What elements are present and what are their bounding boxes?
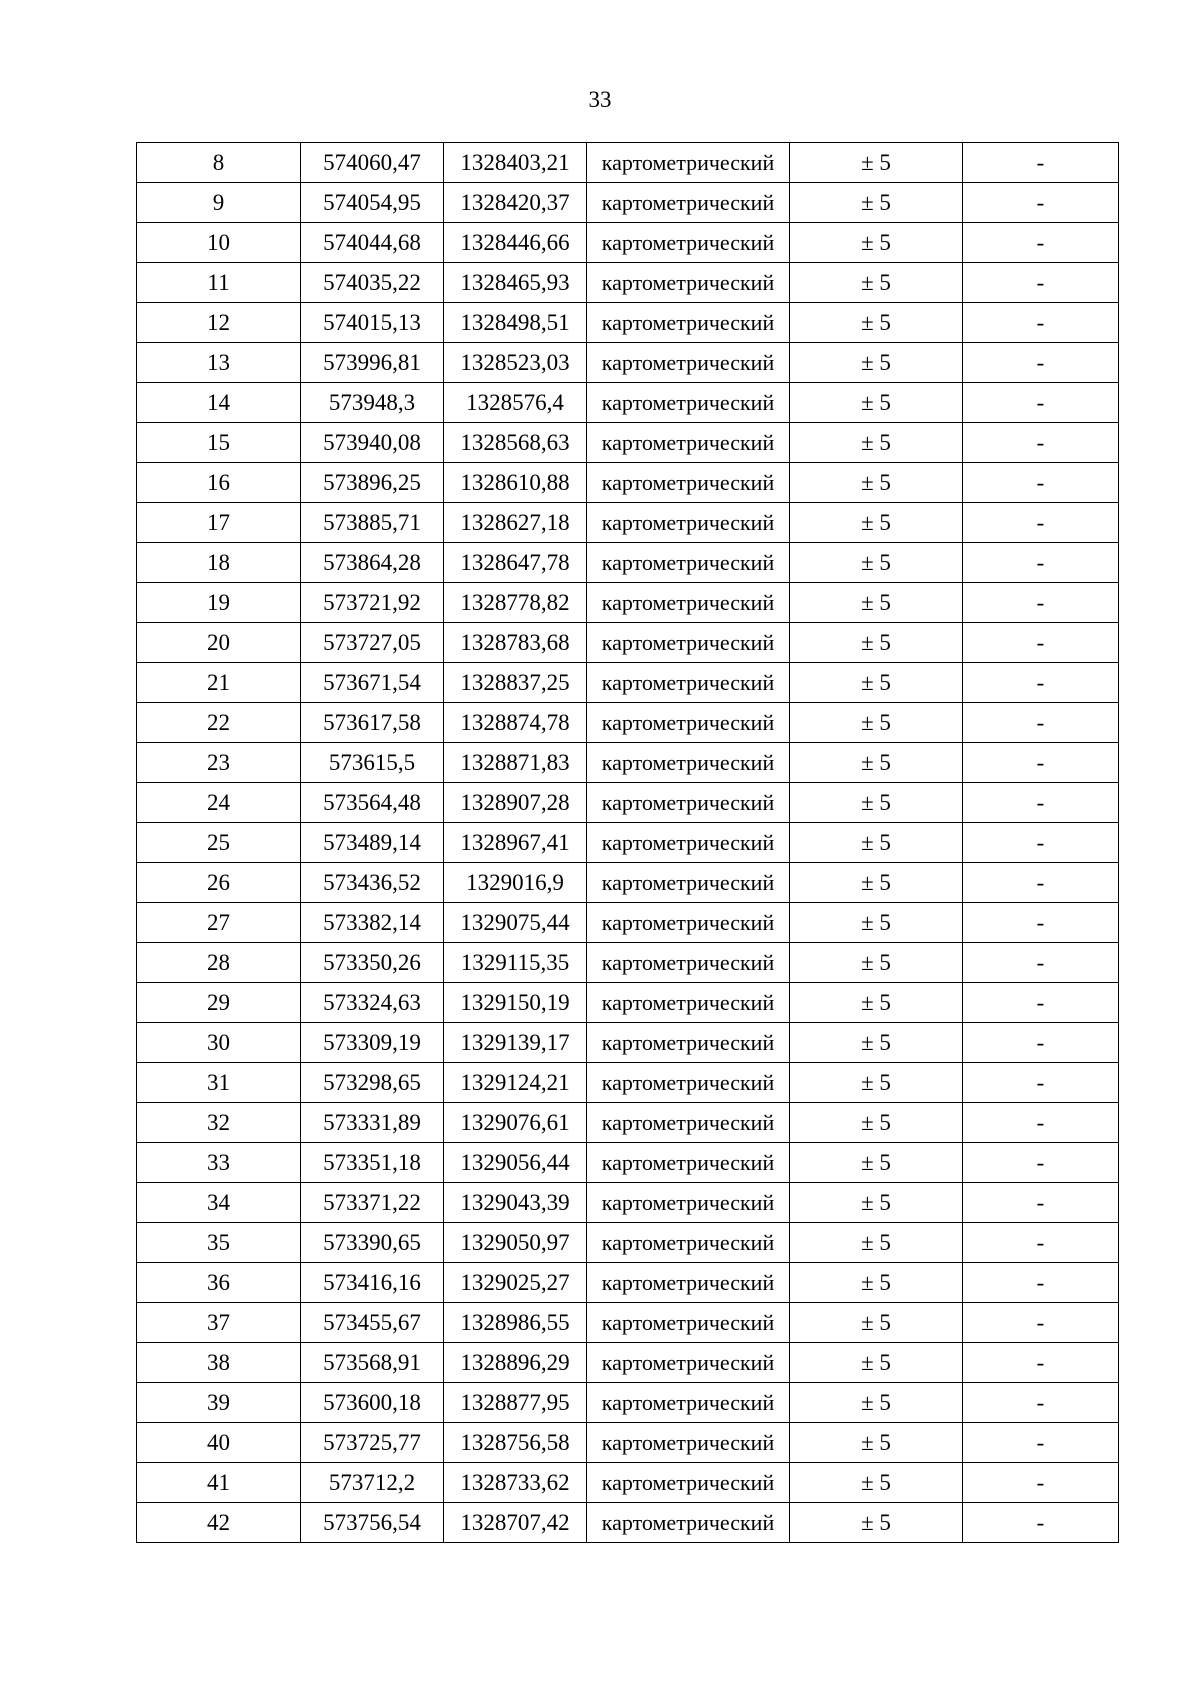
accuracy-cell: ± 5: [790, 623, 963, 663]
accuracy-cell: ± 5: [790, 463, 963, 503]
description-cell: -: [963, 1383, 1119, 1423]
method-cell: картометрический: [587, 1103, 790, 1143]
accuracy-cell: ± 5: [790, 1423, 963, 1463]
x-coordinate-cell: 573382,14: [301, 903, 444, 943]
accuracy-cell: ± 5: [790, 583, 963, 623]
table-row: [137, 1303, 1119, 1343]
method-cell: картометрический: [587, 183, 790, 223]
accuracy-cell: ± 5: [790, 1103, 963, 1143]
point-number-cell: 23: [137, 743, 301, 783]
point-number-cell: 38: [137, 1343, 301, 1383]
x-coordinate-cell: 574035,22: [301, 263, 444, 303]
y-coordinate-cell: 1328707,42: [444, 1503, 587, 1543]
point-number-cell: 39: [137, 1383, 301, 1423]
description-cell: -: [963, 143, 1119, 183]
point-number-cell: 20: [137, 623, 301, 663]
description-cell: -: [963, 903, 1119, 943]
x-coordinate-cell: 573727,05: [301, 623, 444, 663]
method-cell: картометрический: [587, 903, 790, 943]
y-coordinate-cell: 1328403,21: [444, 143, 587, 183]
description-cell: -: [963, 1503, 1119, 1543]
method-cell: картометрический: [587, 543, 790, 583]
description-cell: -: [963, 303, 1119, 343]
x-coordinate-cell: 573324,63: [301, 983, 444, 1023]
point-number-cell: 18: [137, 543, 301, 583]
table-row: [137, 1343, 1119, 1383]
table-row: [137, 1423, 1119, 1463]
point-number-cell: 24: [137, 783, 301, 823]
y-coordinate-cell: 1328874,78: [444, 703, 587, 743]
y-coordinate-cell: 1328733,62: [444, 1463, 587, 1503]
accuracy-cell: ± 5: [790, 263, 963, 303]
x-coordinate-cell: 573416,16: [301, 1263, 444, 1303]
accuracy-cell: ± 5: [790, 903, 963, 943]
method-cell: картометрический: [587, 623, 790, 663]
table-row: [137, 263, 1119, 303]
method-cell: картометрический: [587, 983, 790, 1023]
point-number-cell: 30: [137, 1023, 301, 1063]
method-cell: картометрический: [587, 263, 790, 303]
x-coordinate-cell: 573600,18: [301, 1383, 444, 1423]
description-cell: -: [963, 1343, 1119, 1383]
accuracy-cell: ± 5: [790, 1183, 963, 1223]
x-coordinate-cell: 573896,25: [301, 463, 444, 503]
y-coordinate-cell: 1329025,27: [444, 1263, 587, 1303]
method-cell: картометрический: [587, 143, 790, 183]
y-coordinate-cell: 1328896,29: [444, 1343, 587, 1383]
method-cell: картометрический: [587, 1463, 790, 1503]
method-cell: картометрический: [587, 823, 790, 863]
table-row: [137, 863, 1119, 903]
y-coordinate-cell: 1329150,19: [444, 983, 587, 1023]
coordinates-table-body: [137, 143, 1119, 1543]
point-number-cell: 9: [137, 183, 301, 223]
x-coordinate-cell: 574060,47: [301, 143, 444, 183]
x-coordinate-cell: 573564,48: [301, 783, 444, 823]
accuracy-cell: ± 5: [790, 1303, 963, 1343]
x-coordinate-cell: 573671,54: [301, 663, 444, 703]
x-coordinate-cell: 573309,19: [301, 1023, 444, 1063]
method-cell: картометрический: [587, 1423, 790, 1463]
method-cell: картометрический: [587, 943, 790, 983]
point-number-cell: 34: [137, 1183, 301, 1223]
point-number-cell: 35: [137, 1223, 301, 1263]
y-coordinate-cell: 1328568,63: [444, 423, 587, 463]
accuracy-cell: ± 5: [790, 1143, 963, 1183]
x-coordinate-cell: 573885,71: [301, 503, 444, 543]
method-cell: картометрический: [587, 863, 790, 903]
point-number-cell: 31: [137, 1063, 301, 1103]
point-number-cell: 11: [137, 263, 301, 303]
point-number-cell: 27: [137, 903, 301, 943]
accuracy-cell: ± 5: [790, 223, 963, 263]
accuracy-cell: ± 5: [790, 703, 963, 743]
x-coordinate-cell: 573568,91: [301, 1343, 444, 1383]
method-cell: картометрический: [587, 1263, 790, 1303]
table-row: [137, 1063, 1119, 1103]
description-cell: -: [963, 783, 1119, 823]
x-coordinate-cell: 574054,95: [301, 183, 444, 223]
method-cell: картометрический: [587, 743, 790, 783]
x-coordinate-cell: 573996,81: [301, 343, 444, 383]
point-number-cell: 40: [137, 1423, 301, 1463]
table-row: [137, 783, 1119, 823]
method-cell: картометрический: [587, 703, 790, 743]
y-coordinate-cell: 1328756,58: [444, 1423, 587, 1463]
method-cell: картометрический: [587, 1143, 790, 1183]
description-cell: -: [963, 943, 1119, 983]
point-number-cell: 37: [137, 1303, 301, 1343]
description-cell: -: [963, 343, 1119, 383]
description-cell: -: [963, 543, 1119, 583]
point-number-cell: 16: [137, 463, 301, 503]
table-row: [137, 183, 1119, 223]
point-number-cell: 15: [137, 423, 301, 463]
x-coordinate-cell: 573350,26: [301, 943, 444, 983]
description-cell: -: [963, 1223, 1119, 1263]
y-coordinate-cell: 1329043,39: [444, 1183, 587, 1223]
description-cell: -: [963, 863, 1119, 903]
method-cell: картометрический: [587, 1023, 790, 1063]
description-cell: -: [963, 1103, 1119, 1143]
description-cell: -: [963, 1423, 1119, 1463]
x-coordinate-cell: 573721,92: [301, 583, 444, 623]
x-coordinate-cell: 573390,65: [301, 1223, 444, 1263]
y-coordinate-cell: 1328986,55: [444, 1303, 587, 1343]
y-coordinate-cell: 1328610,88: [444, 463, 587, 503]
table-row: [137, 343, 1119, 383]
table-row: [137, 583, 1119, 623]
point-number-cell: 8: [137, 143, 301, 183]
table-row: [137, 223, 1119, 263]
y-coordinate-cell: 1328783,68: [444, 623, 587, 663]
y-coordinate-cell: 1329124,21: [444, 1063, 587, 1103]
table-row: [137, 543, 1119, 583]
x-coordinate-cell: 573617,58: [301, 703, 444, 743]
x-coordinate-cell: 573351,18: [301, 1143, 444, 1183]
y-coordinate-cell: 1329139,17: [444, 1023, 587, 1063]
method-cell: картометрический: [587, 1343, 790, 1383]
y-coordinate-cell: 1328576,4: [444, 383, 587, 423]
table-row: [137, 943, 1119, 983]
accuracy-cell: ± 5: [790, 823, 963, 863]
y-coordinate-cell: 1328523,03: [444, 343, 587, 383]
method-cell: картометрический: [587, 383, 790, 423]
method-cell: картометрический: [587, 1223, 790, 1263]
table-row: [137, 1183, 1119, 1223]
table-row: [137, 663, 1119, 703]
point-number-cell: 32: [137, 1103, 301, 1143]
accuracy-cell: ± 5: [790, 183, 963, 223]
table-row: [137, 1223, 1119, 1263]
table-row: [137, 903, 1119, 943]
method-cell: картометрический: [587, 463, 790, 503]
point-number-cell: 17: [137, 503, 301, 543]
description-cell: -: [963, 743, 1119, 783]
x-coordinate-cell: 573756,54: [301, 1503, 444, 1543]
table-row: [137, 983, 1119, 1023]
accuracy-cell: ± 5: [790, 1463, 963, 1503]
point-number-cell: 29: [137, 983, 301, 1023]
point-number-cell: 21: [137, 663, 301, 703]
accuracy-cell: ± 5: [790, 543, 963, 583]
accuracy-cell: ± 5: [790, 1383, 963, 1423]
accuracy-cell: ± 5: [790, 743, 963, 783]
method-cell: картометрический: [587, 423, 790, 463]
accuracy-cell: ± 5: [790, 863, 963, 903]
table-row: [137, 423, 1119, 463]
method-cell: картометрический: [587, 303, 790, 343]
method-cell: картометрический: [587, 503, 790, 543]
accuracy-cell: ± 5: [790, 663, 963, 703]
y-coordinate-cell: 1328627,18: [444, 503, 587, 543]
description-cell: -: [963, 1183, 1119, 1223]
method-cell: картометрический: [587, 583, 790, 623]
point-number-cell: 25: [137, 823, 301, 863]
accuracy-cell: ± 5: [790, 343, 963, 383]
x-coordinate-cell: 573948,3: [301, 383, 444, 423]
table-row: [137, 1463, 1119, 1503]
method-cell: картометрический: [587, 1063, 790, 1103]
description-cell: -: [963, 263, 1119, 303]
method-cell: картометрический: [587, 223, 790, 263]
point-number-cell: 42: [137, 1503, 301, 1543]
table-row: [137, 743, 1119, 783]
method-cell: картометрический: [587, 783, 790, 823]
x-coordinate-cell: 573489,14: [301, 823, 444, 863]
description-cell: -: [963, 463, 1119, 503]
description-cell: -: [963, 1263, 1119, 1303]
x-coordinate-cell: 573331,89: [301, 1103, 444, 1143]
description-cell: -: [963, 1143, 1119, 1183]
point-number-cell: 14: [137, 383, 301, 423]
table-row: [137, 1023, 1119, 1063]
description-cell: -: [963, 1463, 1119, 1503]
accuracy-cell: ± 5: [790, 503, 963, 543]
accuracy-cell: ± 5: [790, 1063, 963, 1103]
y-coordinate-cell: 1328647,78: [444, 543, 587, 583]
y-coordinate-cell: 1328498,51: [444, 303, 587, 343]
y-coordinate-cell: 1328837,25: [444, 663, 587, 703]
table-row: [137, 1263, 1119, 1303]
description-cell: -: [963, 983, 1119, 1023]
accuracy-cell: ± 5: [790, 423, 963, 463]
point-number-cell: 36: [137, 1263, 301, 1303]
table-row: [137, 303, 1119, 343]
x-coordinate-cell: 573455,67: [301, 1303, 444, 1343]
x-coordinate-cell: 573712,2: [301, 1463, 444, 1503]
y-coordinate-cell: 1329075,44: [444, 903, 587, 943]
y-coordinate-cell: 1328778,82: [444, 583, 587, 623]
table-row: [137, 1143, 1119, 1183]
point-number-cell: 33: [137, 1143, 301, 1183]
method-cell: картометрический: [587, 1183, 790, 1223]
table-row: [137, 143, 1119, 183]
table-row: [137, 623, 1119, 663]
x-coordinate-cell: 573371,22: [301, 1183, 444, 1223]
table-row: [137, 503, 1119, 543]
description-cell: -: [963, 383, 1119, 423]
x-coordinate-cell: 573436,52: [301, 863, 444, 903]
table-row: [137, 1103, 1119, 1143]
x-coordinate-cell: 573615,5: [301, 743, 444, 783]
x-coordinate-cell: 573864,28: [301, 543, 444, 583]
table-row: [137, 463, 1119, 503]
description-cell: -: [963, 1063, 1119, 1103]
method-cell: картометрический: [587, 1303, 790, 1343]
description-cell: -: [963, 503, 1119, 543]
table-row: [137, 823, 1119, 863]
method-cell: картометрический: [587, 1383, 790, 1423]
accuracy-cell: ± 5: [790, 1023, 963, 1063]
accuracy-cell: ± 5: [790, 383, 963, 423]
description-cell: -: [963, 623, 1119, 663]
accuracy-cell: ± 5: [790, 1503, 963, 1543]
table-row: [137, 1503, 1119, 1543]
y-coordinate-cell: 1329056,44: [444, 1143, 587, 1183]
y-coordinate-cell: 1329115,35: [444, 943, 587, 983]
x-coordinate-cell: 573298,65: [301, 1063, 444, 1103]
description-cell: -: [963, 423, 1119, 463]
description-cell: -: [963, 583, 1119, 623]
accuracy-cell: ± 5: [790, 1223, 963, 1263]
description-cell: -: [963, 223, 1119, 263]
point-number-cell: 22: [137, 703, 301, 743]
page-number: 33: [588, 87, 612, 112]
coordinates-table: [136, 142, 1119, 1543]
x-coordinate-cell: 574044,68: [301, 223, 444, 263]
table-row: [137, 703, 1119, 743]
table-row: [137, 1383, 1119, 1423]
description-cell: -: [963, 663, 1119, 703]
x-coordinate-cell: 574015,13: [301, 303, 444, 343]
method-cell: картометрический: [587, 663, 790, 703]
description-cell: -: [963, 1023, 1119, 1063]
y-coordinate-cell: 1328446,66: [444, 223, 587, 263]
accuracy-cell: ± 5: [790, 1343, 963, 1383]
y-coordinate-cell: 1328907,28: [444, 783, 587, 823]
accuracy-cell: ± 5: [790, 143, 963, 183]
y-coordinate-cell: 1329076,61: [444, 1103, 587, 1143]
y-coordinate-cell: 1328967,41: [444, 823, 587, 863]
point-number-cell: 26: [137, 863, 301, 903]
method-cell: картометрический: [587, 343, 790, 383]
point-number-cell: 12: [137, 303, 301, 343]
description-cell: -: [963, 1303, 1119, 1343]
accuracy-cell: ± 5: [790, 983, 963, 1023]
description-cell: -: [963, 183, 1119, 223]
description-cell: -: [963, 823, 1119, 863]
y-coordinate-cell: 1328420,37: [444, 183, 587, 223]
point-number-cell: 10: [137, 223, 301, 263]
y-coordinate-cell: 1329016,9: [444, 863, 587, 903]
point-number-cell: 41: [137, 1463, 301, 1503]
point-number-cell: 28: [137, 943, 301, 983]
y-coordinate-cell: 1328465,93: [444, 263, 587, 303]
table-row: [137, 383, 1119, 423]
y-coordinate-cell: 1328871,83: [444, 743, 587, 783]
y-coordinate-cell: 1329050,97: [444, 1223, 587, 1263]
accuracy-cell: ± 5: [790, 303, 963, 343]
accuracy-cell: ± 5: [790, 943, 963, 983]
point-number-cell: 19: [137, 583, 301, 623]
point-number-cell: 13: [137, 343, 301, 383]
x-coordinate-cell: 573725,77: [301, 1423, 444, 1463]
description-cell: -: [963, 703, 1119, 743]
method-cell: картометрический: [587, 1503, 790, 1543]
y-coordinate-cell: 1328877,95: [444, 1383, 587, 1423]
x-coordinate-cell: 573940,08: [301, 423, 444, 463]
accuracy-cell: ± 5: [790, 783, 963, 823]
accuracy-cell: ± 5: [790, 1263, 963, 1303]
